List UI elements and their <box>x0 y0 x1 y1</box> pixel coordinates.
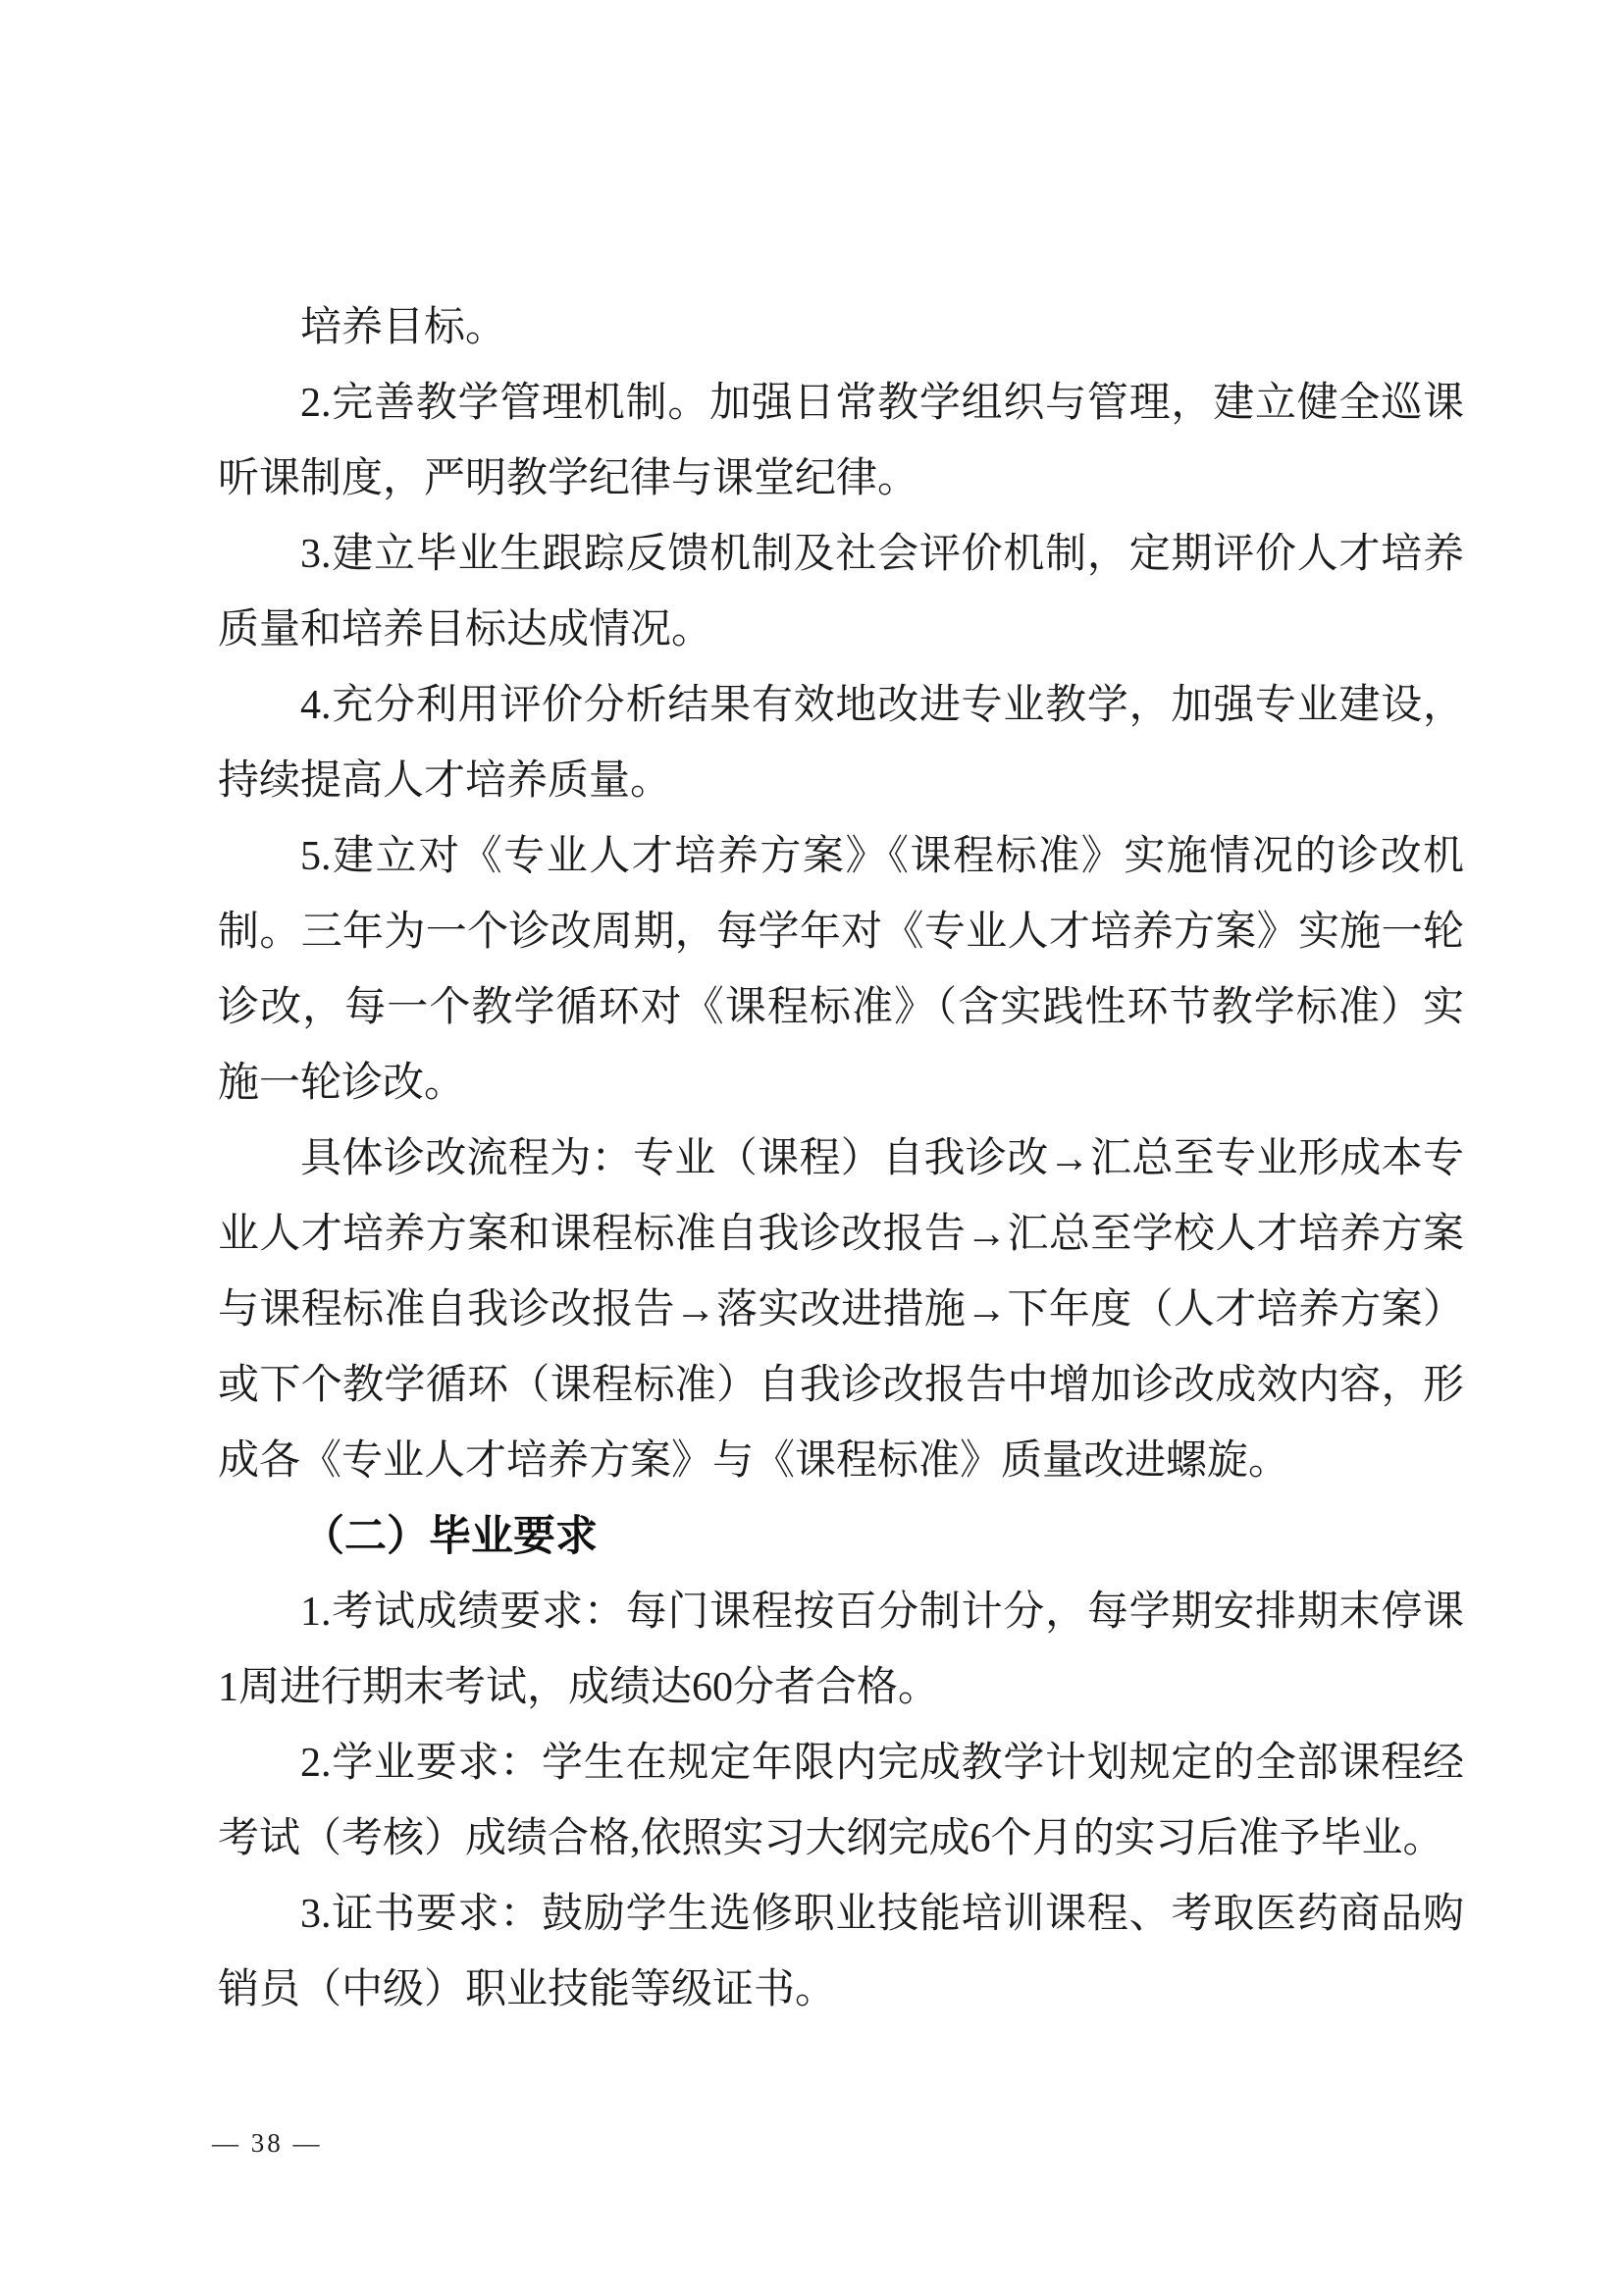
paragraph-tail-培养目标: 培养目标。 <box>300 305 507 350</box>
paragraph-requirement-1: 1.考试成绩要求：每门课程按百分制计分，每学期安排期末停课1周进行期末考试，成绩达60分者合格。 <box>218 1590 1464 1710</box>
paragraph-item-2: 2.完善教学管理机制。加强日常教学组织与管理，建立健全巡课听课制度，严明教学纪律与课堂纪律。 <box>218 381 1464 501</box>
paragraph-item-4: 4.充分利用评价分析结果有效地改进专业教学，加强专业建设，持续提高人才培养质量。 <box>218 683 1464 804</box>
page-number: — 38 — <box>212 2128 323 2158</box>
paragraph-requirement-3: 3.证书要求：鼓励学生选修职业技能培训课程、考取医药商品购销员（中级）职业技能等级证书。 <box>218 1892 1464 2012</box>
paragraph-process-flow: 具体诊改流程为：专业（课程）自我诊改→汇总至专业形成本专业人才培养方案和课程标准自我诊改报告→汇总至学校人才培养方案与课程标准自我诊改报告→落实改进措施→下年度（人才培养方案）或下个教学循环（课程标准）自我诊改报告中增加诊改成效内容，形成各《专业人才培养方案》与《课程标准》质量改进螺旋。 <box>218 1136 1464 1484</box>
paragraph-item-5: 5.建立对《专业人才培养方案》《课程标准》实施情况的诊改机制。三年为一个诊改周期，每学年对《专业人才培养方案》实施一轮诊改，每一个教学循环对《课程标准》（含实践性环节教学标准）实施一轮诊改。 <box>218 834 1464 1106</box>
section-heading-graduation-requirements: （二）毕业要求 <box>302 1514 598 1560</box>
paragraph-item-3: 3.建立毕业生跟踪反馈机制及社会评价机制，定期评价人才培养质量和培养目标达成情况。 <box>218 532 1464 652</box>
document-text-block <box>218 290 1464 2028</box>
paragraph-requirement-2: 2.学业要求：学生在规定年限内完成教学计划规定的全部课程经考试（考核）成绩合格,依照实习大纲完成6个月的实习后准予毕业。 <box>218 1741 1464 1861</box>
